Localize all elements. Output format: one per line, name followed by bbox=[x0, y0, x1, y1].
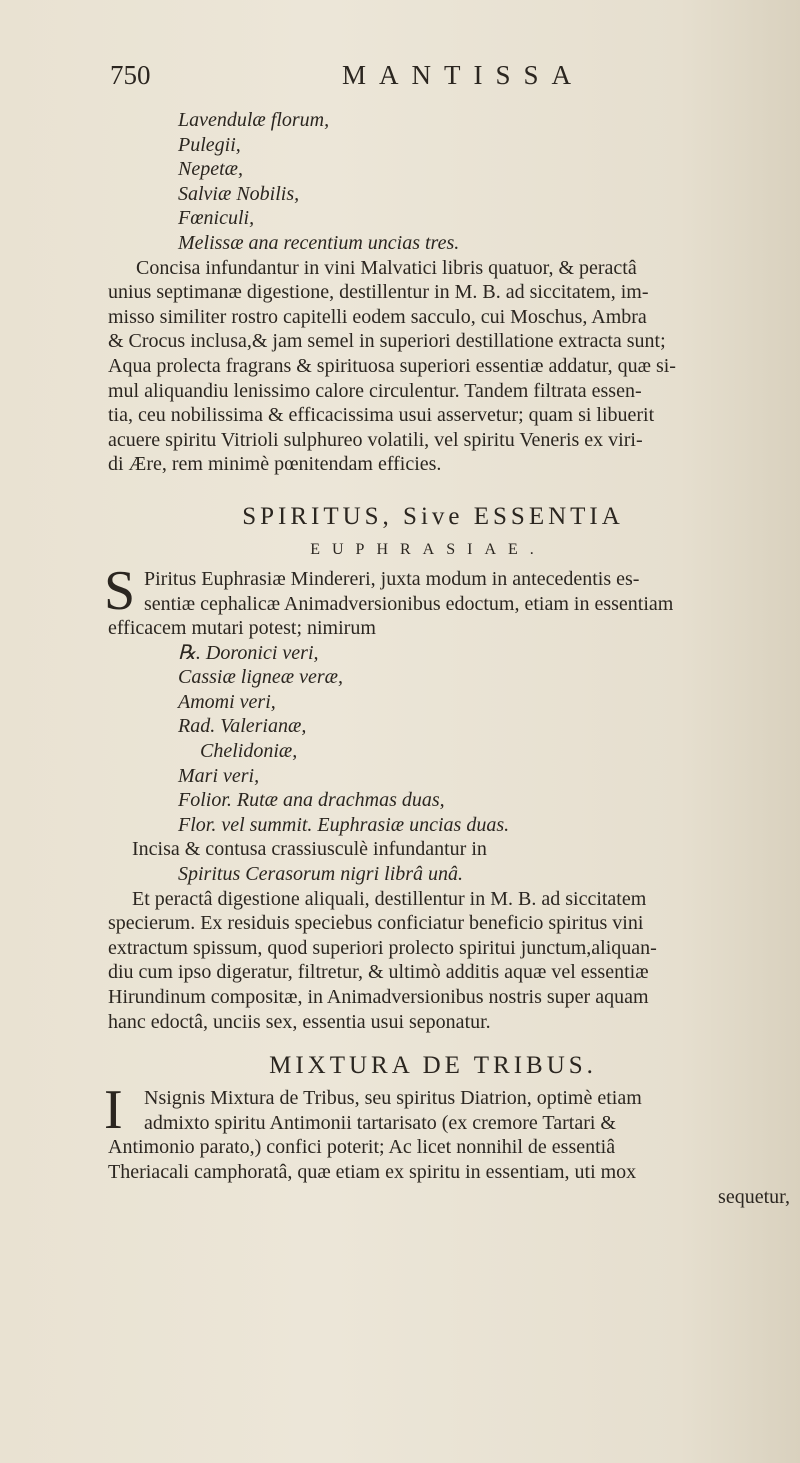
text-line: Antimonio parato,) confici poterit; Ac licet nonnihil de essentiâ bbox=[108, 1136, 616, 1159]
text-line: mul aliquandiu lenissimo calore circulentur. Tandem filtrata essen- bbox=[108, 379, 642, 402]
list-item: Fœniculi, bbox=[178, 207, 255, 230]
page-body bbox=[104, 108, 798, 1209]
text-line: Incisa & contusa crassiusculè infundantur in bbox=[132, 838, 487, 861]
text-line: & Crocus inclusa,& jam semel in superiori destillatione extracta sunt; bbox=[108, 330, 666, 353]
list-item: Lavendulæ florum, bbox=[178, 109, 330, 131]
list-item: Salviæ Nobilis, bbox=[178, 182, 300, 205]
text-line: sentiæ cephalicæ Animadversionibus edoctum, etiam in essentiam bbox=[144, 592, 674, 615]
text-line: diu cum ipso digeratur, filtretur, & ultimò additis aquæ vel essentiæ bbox=[108, 961, 649, 984]
text-line: hanc edoctâ, unciis sex, essentia usui seponatur. bbox=[108, 1010, 491, 1033]
list-item: Melissæ ana recentium uncias tres. bbox=[178, 231, 460, 254]
list-item: Folior. Rutæ ana drachmas duas, bbox=[178, 789, 445, 812]
text-line: Piritus Euphrasiæ Mindereri, juxta modum in antecedentis es- bbox=[144, 567, 640, 590]
text-line: di Ære, rem minimè pœnitendam efficies. bbox=[108, 453, 442, 476]
text-line: Et peractâ digestione aliquali, destillentur in M. B. ad siccitatem bbox=[132, 887, 647, 910]
paragraph bbox=[108, 256, 798, 477]
list-item: Mari veri, bbox=[178, 764, 260, 787]
text-line: extractum spissum, quod superiori prolecto spiritui junctum,aliquan- bbox=[108, 936, 657, 959]
paragraph bbox=[108, 887, 798, 1035]
text-line: acuere spiritu Vitrioli sulphureo volatili, vel spiritu Veneris ex viri- bbox=[108, 428, 643, 451]
section-heading: MIXTURA DE TRIBUS. bbox=[269, 1052, 597, 1080]
text-line: sequetur, bbox=[718, 1185, 790, 1208]
recipe-list bbox=[108, 641, 798, 838]
text-line: unius septimanæ digestione, destillentur in M. B. ad siccitatem, im- bbox=[108, 281, 649, 304]
running-head: MANTISSA bbox=[342, 60, 585, 90]
list-item: Amomi veri, bbox=[178, 690, 276, 713]
text-line: Nsignis Mixtura de Tribus, seu spiritus Diatrion, optimè etiam bbox=[144, 1087, 642, 1110]
list-item: Chelidoniæ, bbox=[200, 740, 298, 763]
list-item: Cassiæ ligneæ veræ, bbox=[178, 666, 344, 689]
text-line: Spiritus Cerasorum nigri librâ unâ. bbox=[178, 863, 464, 886]
section-subheading: EUPHRASIAE. bbox=[310, 540, 546, 558]
list-item: Rad. Valerianæ, bbox=[178, 715, 307, 738]
text-line: efficacem mutari potest; nimirum bbox=[108, 617, 376, 640]
text-line: specierum. Ex residuis speciebus conficiatur beneficio spiritus vini bbox=[108, 912, 644, 935]
spacer bbox=[108, 1034, 798, 1046]
list-item: Flor. vel summit. Euphrasiæ uncias duas. bbox=[178, 813, 510, 836]
list-item: ℞. Doronici veri, bbox=[178, 641, 319, 664]
list-item: Nepetæ, bbox=[178, 158, 243, 181]
text-line: Theriacali camphoratâ, quæ etiam ex spiritu in essentiam, uti mox bbox=[108, 1160, 637, 1183]
drop-cap: I bbox=[104, 1079, 123, 1142]
page-header bbox=[110, 60, 750, 100]
ingredient-list bbox=[108, 108, 798, 256]
spacer bbox=[108, 477, 798, 497]
paragraph bbox=[108, 837, 798, 886]
list-item: Pulegii, bbox=[178, 133, 241, 156]
text-line: Concisa infundantur in vini Malvatici libris quatuor, & peractâ bbox=[136, 256, 637, 279]
drop-cap: S bbox=[104, 559, 136, 622]
text-line: admixto spiritu Antimonii tartarisato (ex cremore Tartari & bbox=[144, 1111, 616, 1134]
text-line: misso similiter rostro capitelli eodem sacculo, cui Moschus, Ambra bbox=[108, 305, 647, 328]
text-line: Aqua prolecta fragrans & spirituosa superiori essentiæ addatur, quæ si- bbox=[108, 354, 676, 377]
page-number: 750 bbox=[110, 60, 151, 90]
text-line: Hirundinum compositæ, in Animadversionibus nostris super aquam bbox=[108, 986, 649, 1008]
section-heading: SPIRITUS, Sive ESSENTIA bbox=[242, 502, 624, 530]
text-line: tia, ceu nobilissima & efficacissima usui asservetur; quam si libuerit bbox=[108, 404, 655, 427]
